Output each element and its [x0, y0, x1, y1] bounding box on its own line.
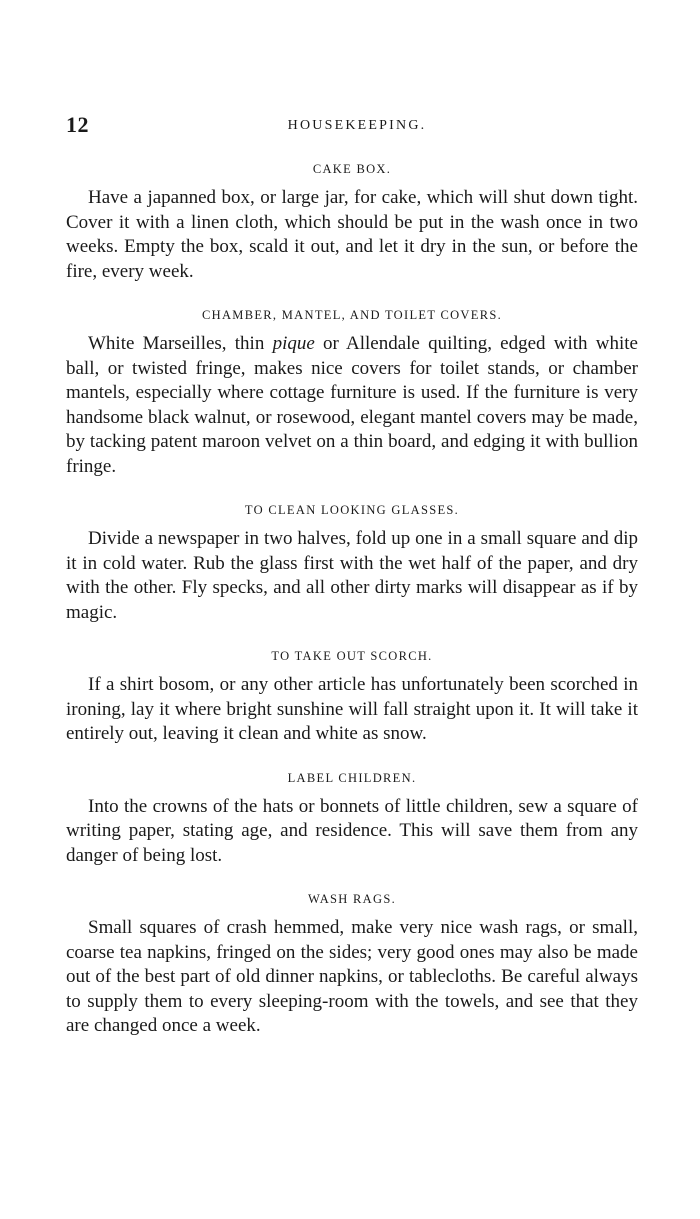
section-paragraph: Have a japanned box, or large jar, for cake, which will shut down tight. Cover it with a linen cloth, which should be put in the wash once in two weeks. Empty the box, scald it out, and let it dry in the sun, or before the fire, every week. — [66, 187, 638, 282]
section-heading: WASH RAGS. — [307, 892, 396, 906]
section-heading: CAKE BOX. — [312, 162, 392, 176]
section-chamber-covers — [66, 306, 638, 479]
section-paragraph: If a shirt bosom, or any other article has unfortunately been scorched in ironing, lay it where bright sunshine will fall straight upon it. It will take it entirely out, leaving it clean and white as snow. — [66, 674, 638, 744]
section-scorch — [66, 647, 638, 747]
section-wash-rags — [66, 890, 638, 1039]
running-head — [66, 112, 638, 142]
section-heading: LABEL CHILDREN. — [287, 770, 417, 785]
section-cake-box — [66, 160, 638, 284]
running-title: HOUSEKEEPING. — [287, 118, 427, 133]
paragraph-text: White Marseilles, thin — [88, 333, 273, 354]
section-paragraph: Divide a newspaper in two halves, fold up one in a small square and dip it in cold water. Rub the glass first with the wet half of the paper, and dry with the other. Fly specks, and all other dirty marks will disappear as if by magic. — [66, 528, 638, 623]
page-number: 12 — [66, 112, 89, 137]
section-label-children — [66, 769, 638, 869]
section-heading: TO TAKE OUT SCORCH. — [271, 649, 433, 663]
book-page — [66, 112, 638, 1039]
section-heading: CHAMBER, MANTEL, AND TOILET COVERS. — [201, 308, 503, 322]
paragraph-text: or Allendale quilting, edged with white ball, or twisted fringe, makes nice covers for toilet stands, or chamber mantels, especially where cottage furniture is used. If the furniture is very handsome black walnut, or rosewood, elegant mantel covers may be made, by tacking patent maroon velvet on a thin board, and edging it with bullion fringe. — [66, 333, 638, 477]
section-looking-glasses — [66, 501, 638, 625]
section-paragraph: Into the crowns of the hats or bonnets of little children, sew a square of writing paper, stating age, and residence. This will save them from any danger of being lost. — [66, 795, 638, 866]
section-heading: TO CLEAN LOOKING GLASSES. — [244, 503, 460, 517]
section-paragraph — [66, 332, 638, 479]
section-paragraph: Small squares of crash hemmed, make very nice wash rags, or small, coarse tea napkins, fringed on the sides; very good ones may also be made out of the best part of old dinner napkins, or tablecloths. Be careful always to supply them to every sleeping-room with the towels, and see that they are changed once a week. — [66, 917, 638, 1036]
italic-word: pique — [272, 333, 315, 354]
